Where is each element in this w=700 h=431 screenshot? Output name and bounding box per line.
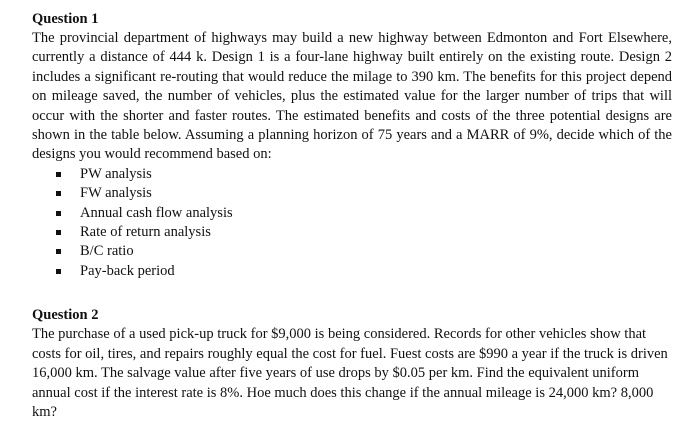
bullet-label: PW analysis [80, 165, 152, 182]
bullet-label: B/C ratio [80, 243, 134, 260]
square-bullet-icon [56, 172, 61, 177]
section-spacer [32, 281, 672, 306]
square-bullet-icon [56, 230, 61, 235]
square-bullet-icon [56, 269, 61, 274]
question-1-title: Question 1 [32, 11, 99, 27]
bullet-label: FW analysis [80, 185, 152, 202]
square-bullet-icon [56, 211, 61, 216]
bullet-label: Pay-back period [80, 262, 175, 279]
bullet-item-rate-of-return [56, 223, 672, 242]
document-page [32, 10, 672, 422]
question-2-title: Question 2 [32, 307, 99, 324]
bullet-item-bc-ratio [56, 242, 672, 261]
bullet-item-pw-analysis [56, 165, 672, 184]
bullet-item-fw-analysis [56, 184, 672, 203]
square-bullet-icon [56, 191, 61, 196]
question-2-section [32, 306, 672, 422]
square-bullet-icon [56, 249, 61, 254]
question-1-section [32, 10, 672, 281]
bullet-item-payback-period [56, 262, 672, 281]
question-1-bullet-list [32, 165, 672, 281]
question-1-paragraph: The provincial department of highways may build a new highway between Edmonton and Fort Elsewhere, currently a distance of 444 k. Design 1 is a four-lane highway built entirely on the existing route. Design 2 includes a significant re-routing that would reduce the milage to 390 km. The benefits for this project depend on mileage saved, the number of vehicles, plus the estimated value for the larger number of trips that will occur with the shorter and faster routes. The estimated benefits and costs of the three potential designs are shown in the table below. Assuming a planning horizon of 75 years and a MARR of 9%, decide which of the designs you would recommend based on: [32, 30, 672, 163]
question-2-paragraph: The purchase of a used pick-up truck for $9,000 is being considered. Records for other vehicles show that costs for oil, tires, and repairs roughly equal the cost for fuel. Fuest costs are $990 a year if the truck is driven 16,000 km. The salvage value after five years of use drops by $0.05 per km. Find the equivalent uniform annual cost if the interest rate is 8%. Hoe much does this change if the annual mileage is 24,000 km? 8,000 km? [32, 326, 668, 420]
bullet-label: Rate of return analysis [80, 224, 211, 241]
bullet-label: Annual cash flow analysis [80, 204, 233, 221]
bullet-item-annual-cash-flow [56, 204, 672, 223]
